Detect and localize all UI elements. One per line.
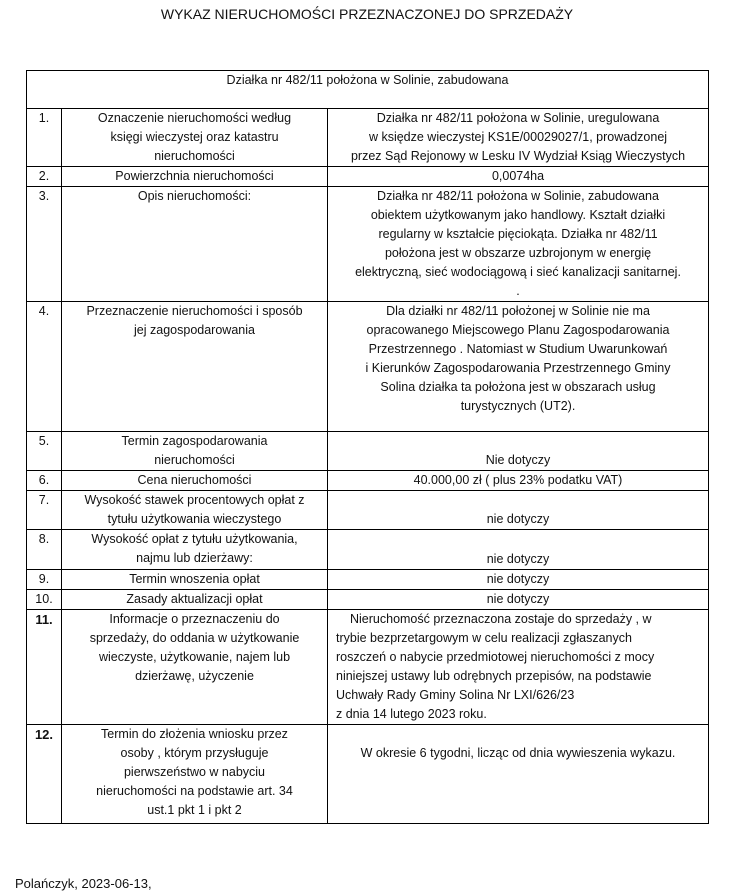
row-value: Działka nr 482/11 położona w Solinie, zabudowana obiektem użytkowanym jako handlowy. Kształt działki regularny w kształcie pięciokąta. Działka nr 482/11 położona jest w obszarze uzbrojonym w energię elektryczną, sieć wodociągową i sieć kanalizacji sanitarnej. . — [328, 187, 709, 302]
table-row — [27, 302, 709, 432]
table-header-row — [27, 71, 709, 109]
row-label: Zasady aktualizacji opłat — [62, 590, 328, 610]
row-number: 2. — [27, 167, 62, 187]
row-number: 12. — [27, 725, 62, 824]
row-number: 7. — [27, 491, 62, 530]
row-number: 8. — [27, 530, 62, 570]
table-row — [27, 530, 709, 570]
table-row — [27, 109, 709, 167]
row-value: Działka nr 482/11 położona w Solinie, uregulowana w księdze wieczystej KS1E/00029027/1, prowadzonej przez Sąd Rejonowy w Lesku IV Wydział Ksiąg Wieczystych — [328, 109, 709, 167]
row-label: Przeznaczenie nieruchomości i sposób jej zagospodarowania — [62, 302, 328, 432]
row-value: nie dotyczy — [328, 530, 709, 570]
row-label: Wysokość opłat z tytułu użytkowania, najmu lub dzierżawy: — [62, 530, 328, 570]
row-number: 4. — [27, 302, 62, 432]
table-row — [27, 167, 709, 187]
row-number: 6. — [27, 471, 62, 491]
row-value: nie dotyczy — [328, 590, 709, 610]
row-number: 10. — [27, 590, 62, 610]
row-label: Cena nieruchomości — [62, 471, 328, 491]
row-value: Dla działki nr 482/11 położonej w Solinie nie ma opracowanego Miejscowego Planu Zagospodarowania Przestrzennego . Natomiast w Studium Uwarunkowań i Kierunków Zagospodarowania Przestrzennego Gminy Solina działka ta położona jest w obszarach usług turystycznych (UT2). — [328, 302, 709, 432]
row-number: 11. — [27, 610, 62, 725]
table-row — [27, 187, 709, 302]
row-label: Termin do złożenia wniosku przez osoby , którym przysługuje pierwszeństwo w nabyciu nieruchomości na podstawie art. 34 ust.1 pkt 1 i pkt 2 — [62, 725, 328, 824]
row-number: 1. — [27, 109, 62, 167]
table-header: Działka nr 482/11 położona w Solinie, zabudowana — [27, 71, 709, 109]
table-row — [27, 590, 709, 610]
row-value: Nie dotyczy — [328, 432, 709, 471]
row-label: Termin wnoszenia opłat — [62, 570, 328, 590]
row-label: Powierzchnia nieruchomości — [62, 167, 328, 187]
row-number: 5. — [27, 432, 62, 471]
row-number: 3. — [27, 187, 62, 302]
row-label: Wysokość stawek procentowych opłat z tytułu użytkowania wieczystego — [62, 491, 328, 530]
document-title: WYKAZ NIERUCHOMOŚCI PRZEZNACZONEJ DO SPRZEDAŻY — [160, 6, 574, 22]
row-value: nie dotyczy — [328, 491, 709, 530]
row-label: Opis nieruchomości: — [62, 187, 328, 302]
table-row — [27, 432, 709, 471]
row-label: Termin zagospodarowania nieruchomości — [62, 432, 328, 471]
row-value: W okresie 6 tygodni, licząc od dnia wywieszenia wykazu. — [328, 725, 709, 824]
table-row — [27, 491, 709, 530]
place-date: Polańczyk, 2023-06-13, — [15, 876, 152, 891]
row-number: 9. — [27, 570, 62, 590]
row-value: Nieruchomość przeznaczona zostaje do sprzedaży , w trybie bezprzetargowym w celu realizacji zgłaszanych roszczeń o nabycie przedmiotowej nieruchomości z mocy niniejszej ustawy lub odrębnych przepisów, na podstawie Uchwały Rady Gminy Solina Nr LXI/626/23 z dnia 14 lutego 2023 roku. — [328, 610, 709, 725]
table-row — [27, 471, 709, 491]
row-value: 0,0074ha — [328, 167, 709, 187]
row-label: Informacje o przeznaczeniu do sprzedaży, do oddania w użytkowanie wieczyste, użytkowanie, najem lub dzierżawę, użyczenie — [62, 610, 328, 725]
row-value: 40.000,00 zł ( plus 23% podatku VAT) — [328, 471, 709, 491]
row-label: Oznaczenie nieruchomości według księgi wieczystej oraz katastru nieruchomości — [62, 109, 328, 167]
table-row — [27, 570, 709, 590]
property-table — [26, 70, 709, 824]
table-row — [27, 610, 709, 725]
table-row — [27, 725, 709, 824]
row-value: nie dotyczy — [328, 570, 709, 590]
